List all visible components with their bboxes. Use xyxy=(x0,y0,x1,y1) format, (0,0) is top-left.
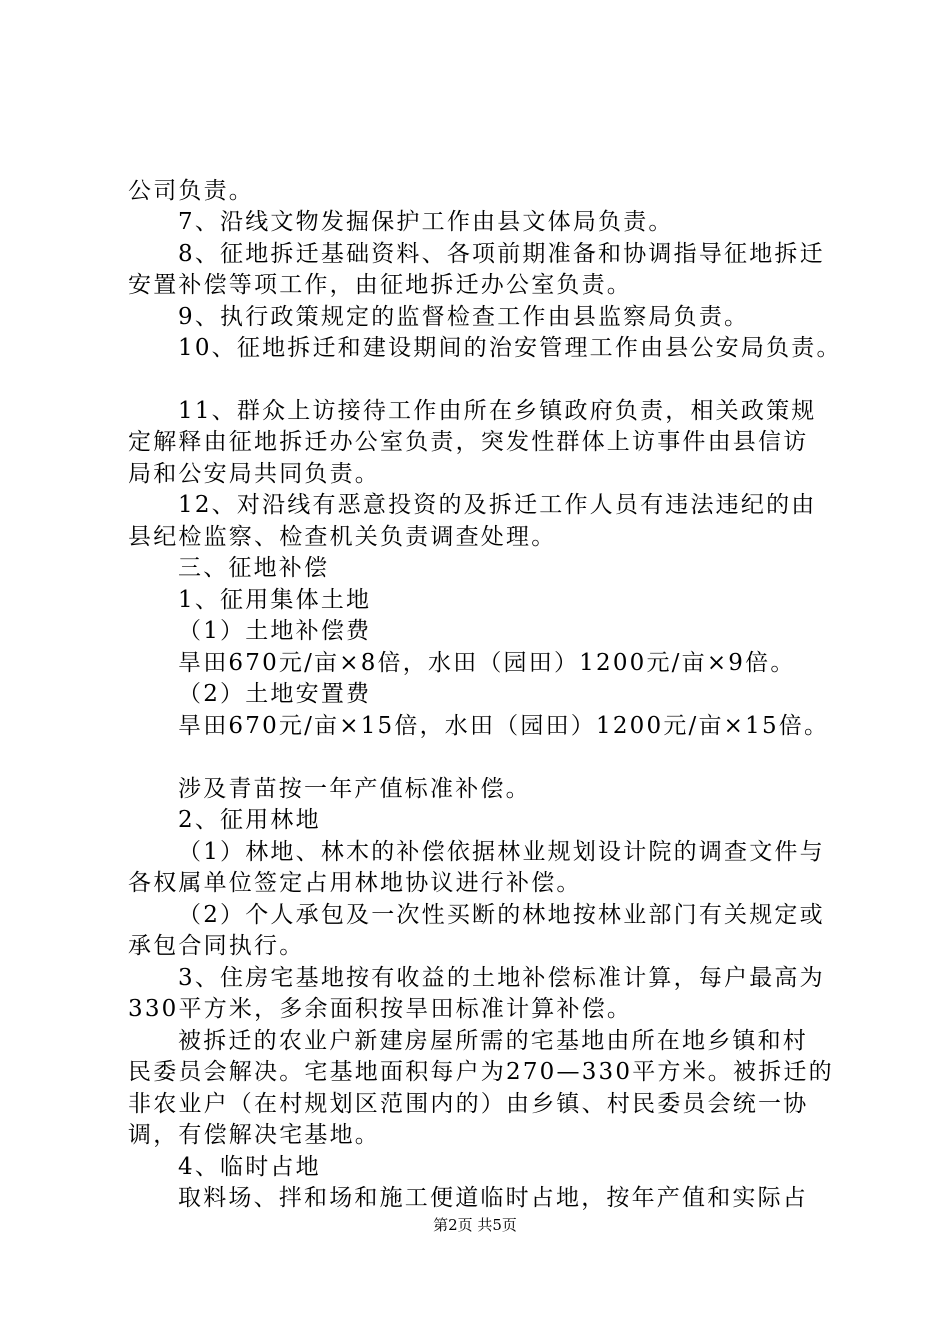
text-line: 2、征用林地 xyxy=(178,807,321,833)
text-line: 旱田670元/亩×15倍，水田（园田）1200元/亩×15倍。 xyxy=(178,713,830,739)
text-line: 安置补偿等项工作，由征地拆迁办公室负责。 xyxy=(128,272,632,298)
text-line: 公司负责。 xyxy=(128,178,254,204)
text-line: 1、征用集体土地 xyxy=(178,587,372,613)
section-heading: 三、征地补偿 xyxy=(178,555,330,581)
text-line: 调，有偿解决宅基地。 xyxy=(128,1122,380,1148)
text-line: 局和公安局共同负责。 xyxy=(128,461,380,487)
text-line: （1）土地补偿费 xyxy=(178,618,372,644)
text-line: 9、执行政策规定的监督检查工作由县监察局负责。 xyxy=(178,304,750,330)
text-line: 11、群众上访接待工作由所在乡镇政府负责，相关政策规 xyxy=(178,398,817,424)
text-line: 3、住房宅基地按有收益的土地补偿标准计算，每户最高为 xyxy=(178,965,825,991)
text-line: 7、沿线文物发掘保护工作由县文体局负责。 xyxy=(178,209,674,235)
text-line: （1）林地、林木的补偿依据林业规划设计院的调查文件与 xyxy=(178,839,825,865)
text-line: 各权属单位签定占用林地协议进行补偿。 xyxy=(128,870,582,896)
text-line: 旱田670元/亩×8倍，水田（园田）1200元/亩×9倍。 xyxy=(178,650,796,676)
text-line: 4、临时占地 xyxy=(178,1154,321,1180)
text-line: 承包合同执行。 xyxy=(128,933,305,959)
text-line: 取料场、拌和场和施工便道临时占地，按年产值和实际占 xyxy=(178,1185,808,1211)
text-line: 10、征地拆迁和建设期间的治安管理工作由县公安局负责。 xyxy=(178,335,842,361)
text-line: 县纪检监察、检查机关负责调查处理。 xyxy=(128,524,557,550)
text-line: 定解释由征地拆迁办公室负责，突发性群体上访事件由县信访 xyxy=(128,429,809,455)
text-line: （2）个人承包及一次性买断的林地按林业部门有关规定或 xyxy=(178,902,825,928)
text-line: 非农业户（在村规划区范围内的）由乡镇、村民委员会统一协 xyxy=(128,1091,809,1117)
text-line: 被拆迁的农业户新建房屋所需的宅基地由所在地乡镇和村 xyxy=(178,1028,808,1054)
text-line: 12、对沿线有恶意投资的及拆迁工作人员有违法违纪的由 xyxy=(178,492,817,518)
page-number-footer: 第2页 共5页 xyxy=(433,1216,517,1234)
text-line: 民委员会解决。宅基地面积每户为270—330平方米。被拆迁的 xyxy=(128,1059,834,1085)
text-line: 330平方米，多余面积按旱田标准计算补偿。 xyxy=(128,996,633,1022)
text-line: （2）土地安置费 xyxy=(178,681,372,707)
text-line: 涉及青苗按一年产值标准补偿。 xyxy=(178,776,531,802)
text-line: 8、征地拆迁基础资料、各项前期准备和协调指导征地拆迁 xyxy=(178,241,825,267)
